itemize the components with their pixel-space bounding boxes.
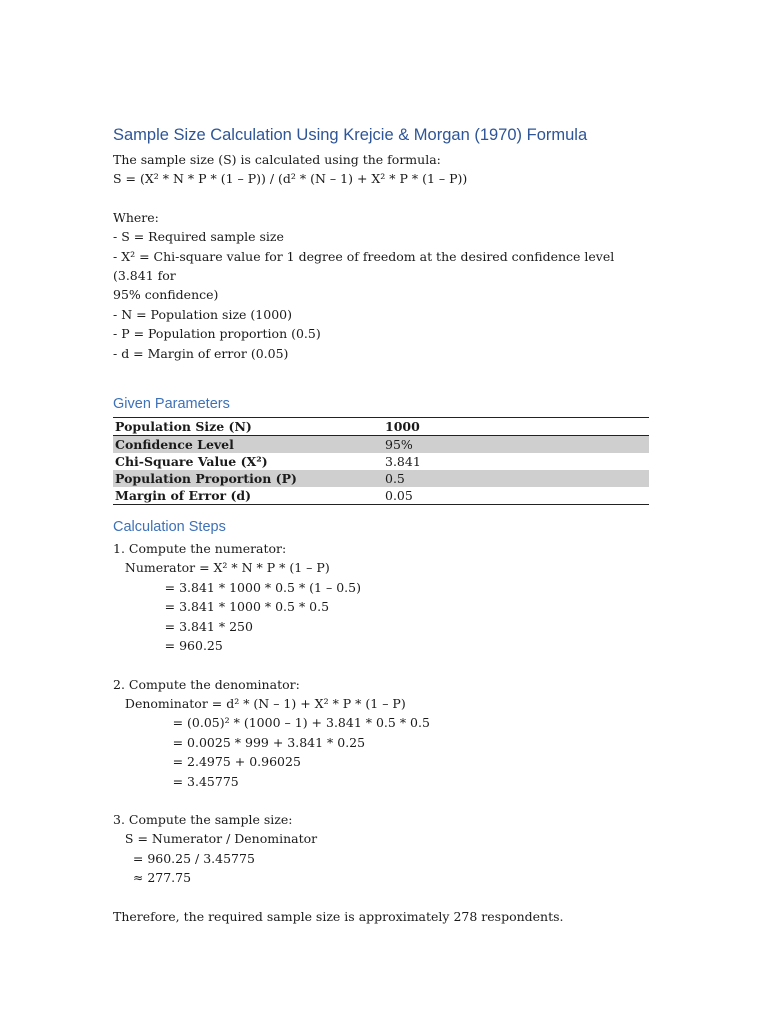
- step-sample-size: [113, 810, 649, 888]
- where-item: 95% confidence): [113, 287, 219, 303]
- param-name: Confidence Level: [113, 436, 383, 454]
- step-line: S = Numerator / Denominator: [113, 831, 318, 847]
- param-name: Chi-Square Value (X²): [115, 453, 268, 469]
- where-item: - N = Population size (1000): [113, 306, 292, 322]
- param-value: 3.841: [385, 453, 421, 469]
- table-row: [113, 418, 649, 436]
- where-item: - d = Margin of error (0.05): [113, 345, 289, 361]
- parameters-table: [113, 417, 649, 505]
- param-value: 0.05: [385, 487, 413, 503]
- step-denominator: [113, 675, 649, 791]
- table-row: [113, 470, 649, 487]
- step-line: = 0.0025 * 999 + 3.841 * 0.25: [113, 734, 366, 750]
- step-numerator: [113, 539, 649, 655]
- step-line: = 3.45775: [113, 773, 239, 789]
- step-line: = 3.841 * 1000 * 0.5 * 0.5: [113, 599, 330, 615]
- conclusion-text: Therefore, the required sample size is approximately 278 respondents.: [113, 908, 564, 924]
- step-line: = 960.25 / 3.45775: [113, 850, 255, 866]
- param-value: 0.5: [383, 470, 649, 487]
- step-line: = 3.841 * 250: [113, 618, 253, 634]
- table-row: [113, 453, 649, 470]
- intro-line: The sample size (S) is calculated using the formula:: [113, 152, 441, 167]
- step-line: 1. Compute the numerator:: [113, 541, 287, 557]
- step-line: = 3.841 * 1000 * 0.5 * (1 – 0.5): [113, 579, 361, 595]
- param-name: Population Proportion (P): [113, 470, 383, 487]
- step-line: 3. Compute the sample size:: [113, 811, 293, 827]
- calculation-steps-heading: Calculation Steps: [113, 519, 226, 536]
- where-heading: Where:: [113, 209, 159, 225]
- step-line: 2. Compute the denominator:: [113, 676, 300, 692]
- document-title: Sample Size Calculation Using Krejcie & Morgan (1970) Formula: [113, 126, 588, 144]
- formula-line: S = (X² * N * P * (1 – P)) / (d² * (N – 1) + X² * P * (1 – P)): [113, 171, 468, 187]
- document-page: [113, 124, 649, 926]
- param-name: Margin of Error (d): [115, 487, 252, 503]
- param-name: Population Size (N): [113, 418, 383, 436]
- given-parameters-heading: Given Parameters: [113, 396, 230, 413]
- step-line: = 960.25: [113, 638, 223, 654]
- where-item: - X² = Chi-square value for 1 degree of freedom at the desired confidence level (3.841 for: [113, 248, 619, 284]
- step-line: Numerator = X² * N * P * (1 – P): [113, 560, 330, 576]
- step-line: = (0.05)² * (1000 – 1) + 3.841 * 0.5 * 0.5: [113, 715, 430, 731]
- step-line: ≈ 277.75: [113, 870, 192, 886]
- where-item: - S = Required sample size: [113, 229, 284, 245]
- param-value: 95%: [383, 436, 649, 454]
- where-item: - P = Population proportion (0.5): [113, 326, 321, 342]
- step-line: Denominator = d² * (N – 1) + X² * P * (1 – P): [113, 695, 406, 711]
- step-line: = 2.4975 + 0.96025: [113, 754, 301, 770]
- table-row: [113, 436, 649, 454]
- table-row: [113, 487, 649, 505]
- param-value: 1000: [383, 418, 649, 436]
